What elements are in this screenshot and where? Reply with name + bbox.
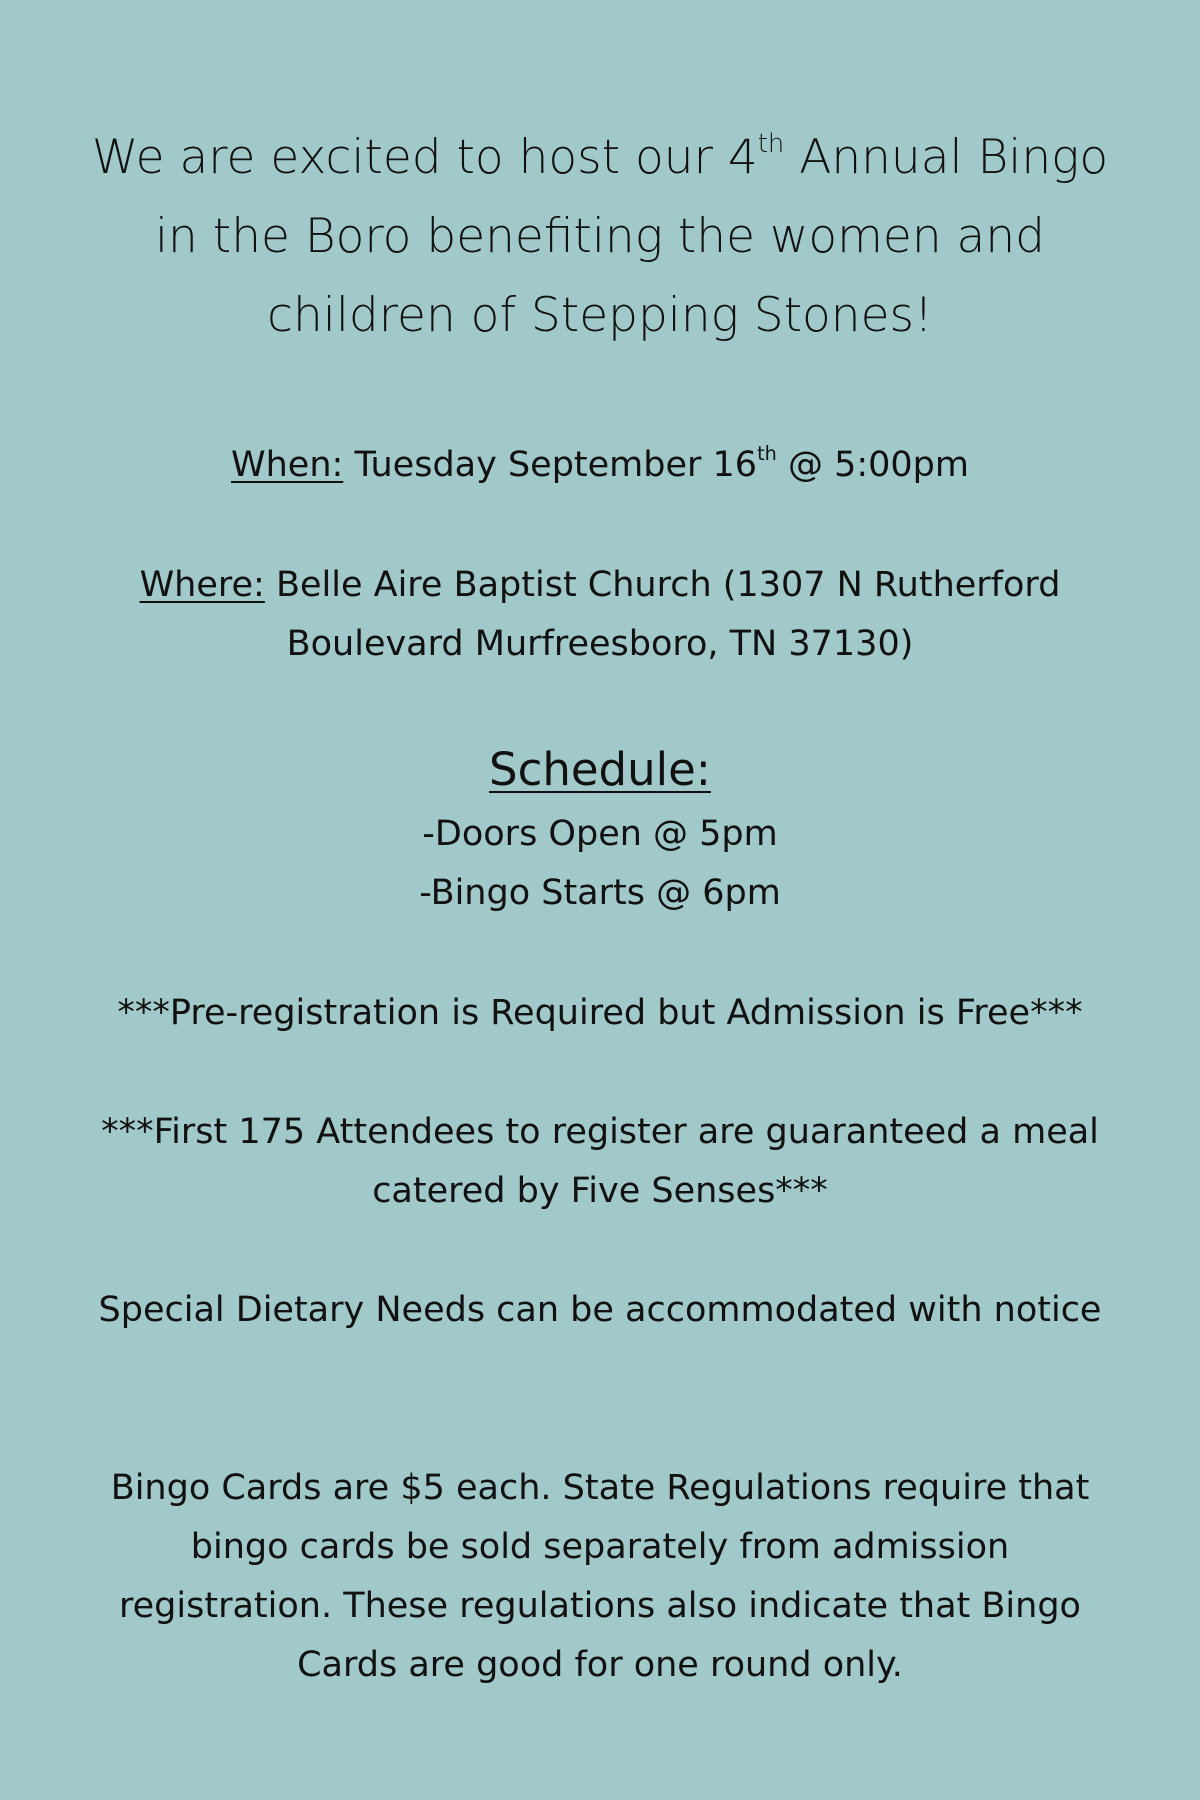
when-line bbox=[80, 436, 1120, 495]
dietary-note: Special Dietary Needs can be accommodated with notice bbox=[98, 1290, 1102, 1330]
headline-text-start: We are excited to host our 4 bbox=[91, 130, 758, 185]
when-ordinal-suffix: th bbox=[757, 442, 777, 466]
when-label: When: bbox=[231, 445, 344, 485]
headline-text-end: Annual Bingo in the Boro benefiting the women and children of Stepping Stones! bbox=[155, 130, 1109, 343]
when-date: Tuesday September 16 bbox=[343, 445, 758, 485]
headline-ordinal-suffix: th bbox=[757, 129, 785, 160]
where-line bbox=[80, 556, 1120, 674]
schedule-list bbox=[80, 805, 1120, 923]
schedule-title-text: Schedule: bbox=[489, 743, 711, 796]
bingo-cards-note: Bingo Cards are $5 each. State Regulations require that bingo cards be sold separately from admission registration. These regulations also indicate that Bingo Cards are good for one round only. bbox=[110, 1468, 1090, 1685]
headline bbox=[80, 118, 1120, 355]
meal-note: ***First 175 Attendees to register are guaranteed a meal catered by Five Senses*** bbox=[101, 1112, 1099, 1211]
schedule-item: -Bingo Starts @ 6pm bbox=[419, 873, 781, 913]
when-time: @ 5:00pm bbox=[776, 445, 969, 485]
schedule-title bbox=[80, 738, 1120, 802]
schedule-item: -Doors Open @ 5pm bbox=[422, 814, 778, 854]
registration-note: ***Pre-registration is Required but Admission is Free*** bbox=[117, 993, 1083, 1033]
where-label: Where: bbox=[139, 565, 265, 605]
where-address: Belle Aire Baptist Church (1307 N Rutherford Boulevard Murfreesboro, TN 37130) bbox=[264, 565, 1061, 664]
